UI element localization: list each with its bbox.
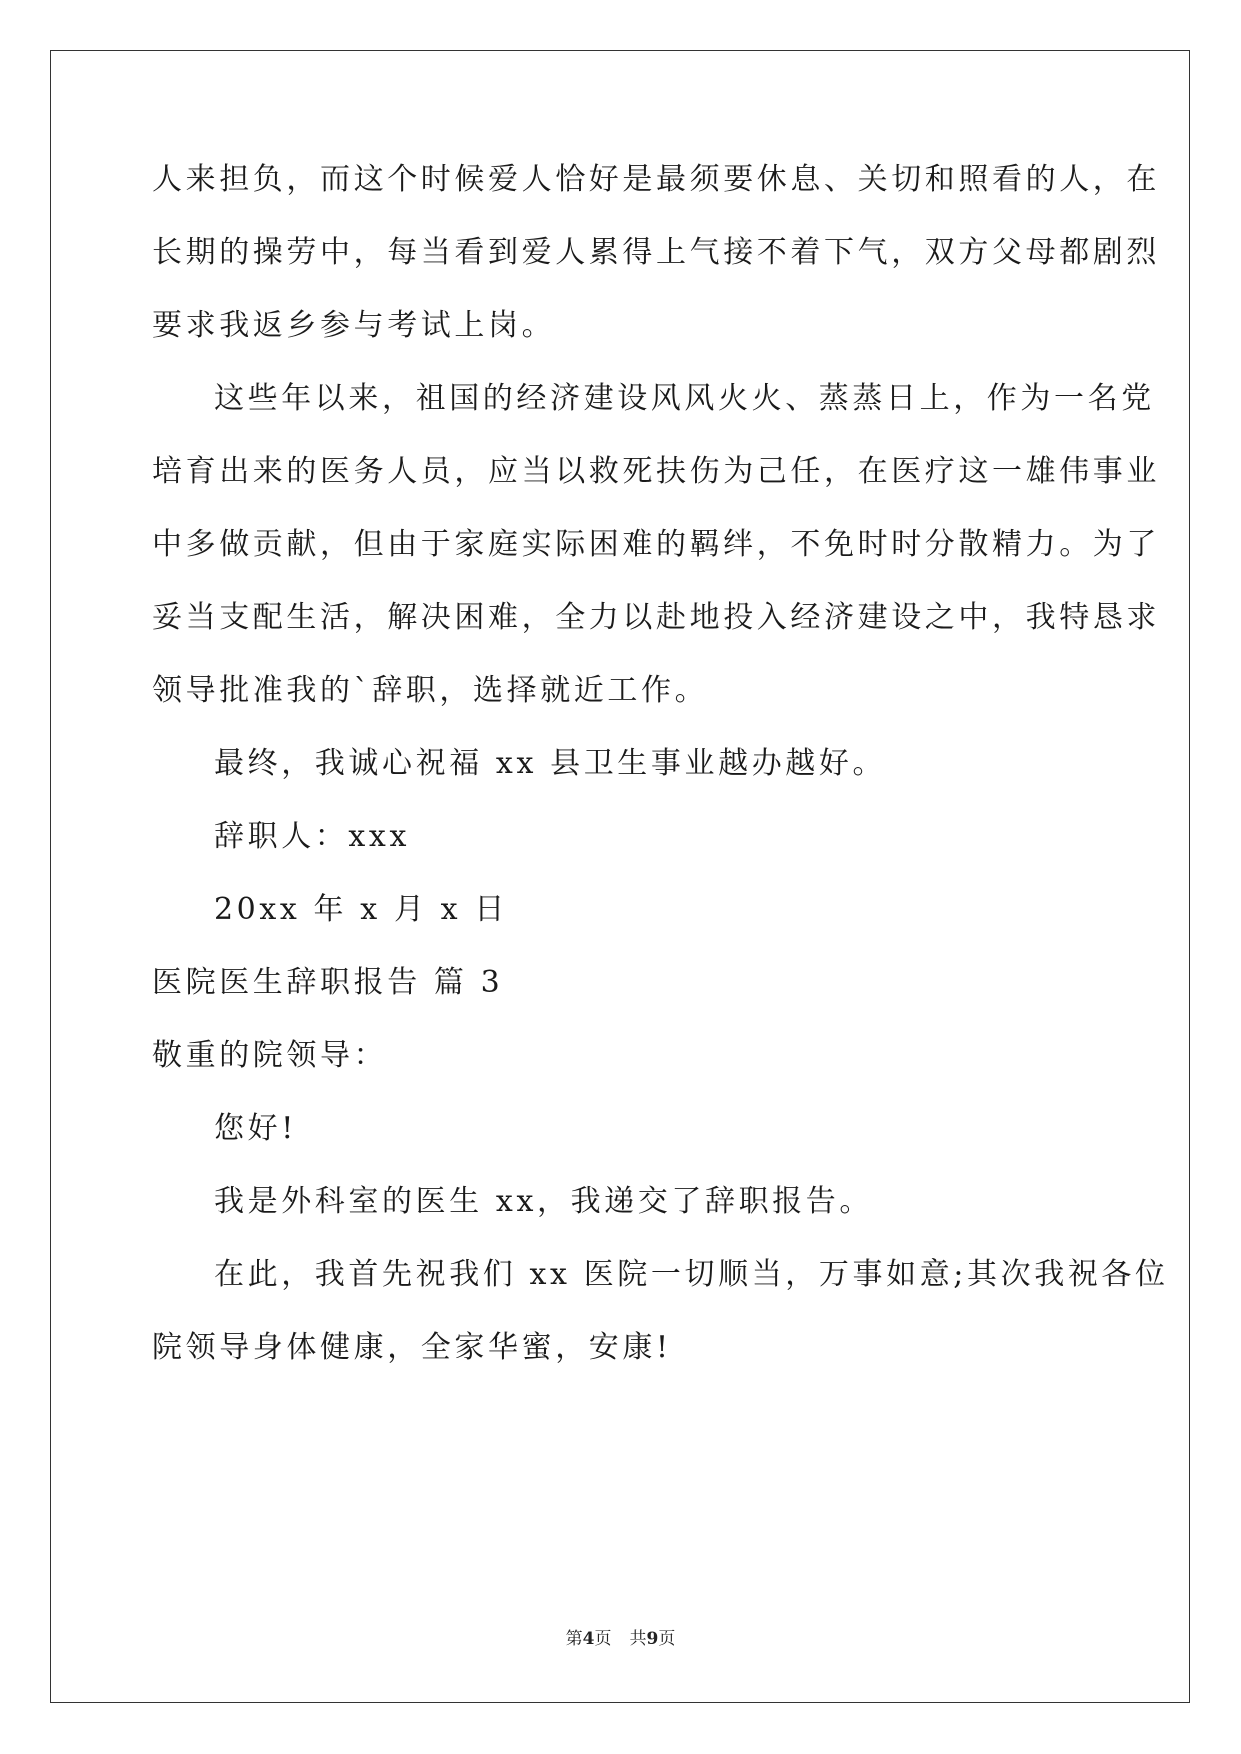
- paragraph-line: 培育出来的医务人员，应当以救死扶伤为己任，在医疗这一雄伟事业: [152, 454, 1160, 489]
- footer-prefix: 第: [565, 1629, 583, 1649]
- paragraph-line: 院领导身体健康，全家华蜜，安康!: [152, 1330, 672, 1365]
- paragraph-line: 我是外科室的医生 xx，我递交了辞职报告。: [214, 1184, 873, 1219]
- date-line: 20xx 年 x 月 x 日: [214, 892, 508, 927]
- paragraph-line: 在此，我首先祝我们 xx 医院一切顺当，万事如意;其次我祝各位: [214, 1257, 1169, 1292]
- paragraph-line: 人来担负，而这个时候爱人恰好是最须要休息、关切和照看的人，在: [152, 162, 1160, 197]
- total-pages: 9: [646, 1629, 659, 1649]
- footer-page-suffix: 页: [594, 1629, 612, 1649]
- paragraph-line: 领导批准我的`辞职，选择就近工作。: [152, 673, 709, 708]
- page-number: 4: [582, 1629, 595, 1649]
- page-border: [50, 50, 1190, 1703]
- paragraph-line: 中多做贡献，但由于家庭实际困难的羁绊，不免时时分散精力。为了: [152, 527, 1160, 562]
- page-footer: [0, 1628, 1241, 1650]
- footer-total-prefix: 共: [629, 1629, 647, 1649]
- signature-line: 辞职人：xxx: [214, 819, 410, 854]
- closing-wish: 最终，我诚心祝福 xx 县卫生事业越办越好。: [214, 746, 887, 781]
- paragraph-line: 这些年以来，祖国的经济建设风风火火、蒸蒸日上，作为一名党: [214, 381, 1155, 416]
- footer-total-suffix: 页: [658, 1629, 676, 1649]
- paragraph-line: 长期的操劳中，每当看到爱人累得上气接不着下气，双方父母都剧烈: [152, 235, 1160, 270]
- section-heading: 医院医生辞职报告 篇 3: [152, 965, 504, 1000]
- paragraph-line: 妥当支配生活，解决困难，全力以赴地投入经济建设之中，我特恳求: [152, 600, 1160, 635]
- salutation: 敬重的院领导：: [152, 1038, 388, 1073]
- paragraph-line: 要求我返乡参与考试上岗。: [152, 308, 556, 343]
- greeting: 您好!: [214, 1111, 297, 1146]
